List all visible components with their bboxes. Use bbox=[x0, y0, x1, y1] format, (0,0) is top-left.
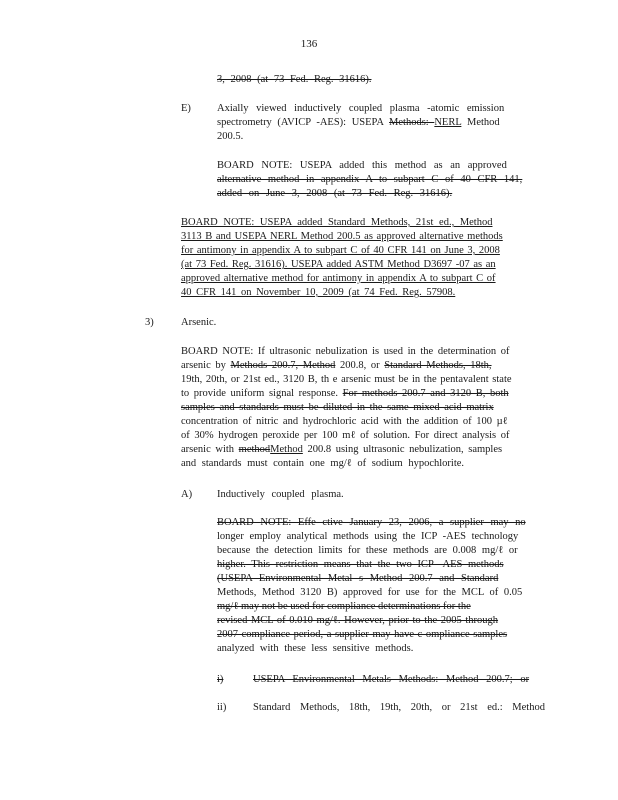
item-a-note-line-4: higher. This restriction means that the two ICP -AES methods bbox=[217, 559, 504, 570]
board-note-2-line-1: BOARD NOTE: USEPA added Standard Methods, 21st ed., Method bbox=[181, 217, 493, 228]
arsenic-note-line-8 bbox=[181, 443, 502, 456]
item-a-note-line-10: analyzed with these less sensitive methods. bbox=[217, 643, 414, 654]
page-number: 136 bbox=[300, 38, 318, 50]
item-e-deleted-text: Methods: bbox=[389, 117, 435, 128]
sub-ii-text: Standard Methods, 18th, 19th, 20th, or 21st ed.: Method bbox=[253, 702, 545, 713]
arsenic-text-8: arsenic with bbox=[181, 444, 239, 455]
arsenic-text-4: to provide uniform signal response. bbox=[181, 388, 343, 399]
arsenic-deleted-for-methods: For methods 200.7 and 3120 B, both bbox=[342, 388, 509, 399]
item-a-title: Inductively coupled plasma. bbox=[217, 489, 344, 500]
board-note-2-line-2: 3113 B and USEPA NERL Method 200.5 as approved alternative methods bbox=[181, 231, 503, 242]
item-e-inserted-text: NERL bbox=[434, 117, 462, 128]
item-a-label: A) bbox=[181, 489, 193, 500]
item-e-note-line-1: BOARD NOTE: USEPA added this method as an approved bbox=[217, 160, 507, 171]
item-e-note-line-3: added on June 3, 2008 (at 73 Fed. Reg. 31616). bbox=[217, 188, 453, 199]
item-a-note-line-1: BOARD NOTE: Effe ctive January 23, 2006, a supplier may no bbox=[217, 517, 526, 528]
item-e-text: spectrometry (AVICP -AES): USEPA bbox=[217, 117, 390, 128]
item-a-note-line-3: because the detection limits for these methods are 0.008 mg/ℓ or bbox=[217, 545, 518, 556]
arsenic-deleted-method: method bbox=[238, 444, 271, 455]
arsenic-note-line-4 bbox=[181, 387, 509, 400]
arsenic-note-line-9: and standards must contain one mg/ℓ of sodium hypochlorite. bbox=[181, 458, 465, 469]
sub-ii-label: ii) bbox=[217, 702, 227, 713]
sub-i-text: USEPA Environmental Metals Methods: Method 200.7; or bbox=[253, 674, 530, 685]
sub-i-label: i) bbox=[217, 674, 224, 685]
arsenic-note-line-3: 19th, 20th, or 21st ed., 3120 B, th e arsenic must be in the pentavalent state bbox=[181, 374, 512, 385]
arsenic-note-line-6: concentration of nitric and hydrochloric acid with the addition of 100 µℓ bbox=[181, 416, 508, 427]
arsenic-deleted-standard: Standard Methods, 18th, bbox=[384, 360, 492, 371]
item-e-label: E) bbox=[181, 103, 191, 114]
item-a-note-line-6: Methods, Method 3120 B) approved for use for the MCL of 0.05 bbox=[217, 587, 523, 598]
arsenic-deleted-methods: Methods 200.7, Method bbox=[230, 360, 336, 371]
item-e-line-2 bbox=[217, 116, 500, 129]
arsenic-note-line-2 bbox=[181, 359, 492, 372]
board-note-2-line-5: approved alternative method for antimony in appendix A to subpart C of bbox=[181, 273, 496, 284]
arsenic-text: arsenic by bbox=[181, 360, 231, 371]
arsenic-note-line-7: of 30% hydrogen peroxide per 100 mℓ of solution. For direct analysis of bbox=[181, 430, 510, 441]
arsenic-text-mid: 200.8, or bbox=[335, 360, 385, 371]
item-a-note-line-9: 2007 compliance period, a supplier may have c ompliance samples bbox=[217, 629, 508, 640]
item-a-note-line-7: mg/ℓ may not be used for compliance determinations for the bbox=[217, 601, 471, 612]
item-e-line-1: Axially viewed inductively coupled plasma -atomic emission bbox=[217, 103, 505, 114]
item-3-title: Arsenic. bbox=[181, 317, 217, 328]
arsenic-note-line-1: BOARD NOTE: If ultrasonic nebulization is used in the determination of bbox=[181, 346, 510, 357]
board-note-2-line-3: for antimony in appendix A to subpart C of 40 CFR 141 on June 3, 2008 bbox=[181, 245, 500, 256]
top-line: 3, 2008 (at 73 Fed. Reg. 31616). bbox=[217, 74, 372, 85]
arsenic-text-8-end: 200.8 using ultrasonic nebulization, samples bbox=[302, 444, 503, 455]
item-a-note-line-2: longer employ analytical methods using the ICP -AES technology bbox=[217, 531, 519, 542]
item-e-line-3: 200.5. bbox=[217, 131, 244, 142]
item-a-note-line-5: (USEPA Environmental Metal s Method 200.7 and Standard bbox=[217, 573, 499, 584]
item-e-text-end: Method bbox=[461, 117, 500, 128]
arsenic-inserted-method: Method bbox=[270, 444, 303, 455]
arsenic-note-line-5: samples and standards must be diluted in the same mixed acid matrix bbox=[181, 402, 494, 413]
board-note-2-line-4: (at 73 Fed. Reg. 31616). USEPA added ASTM Method D3697 -07 as an bbox=[181, 259, 496, 270]
item-a-note-line-8: revised MCL of 0.010 mg/ℓ. However, prior to the 2005 through bbox=[217, 615, 499, 626]
item-e-note-line-2: alternative method in appendix A to subpart C of 40 CFR 141, bbox=[217, 174, 523, 185]
board-note-2-line-6: 40 CFR 141 on November 10, 2009 (at 74 Fed. Reg. 57908. bbox=[181, 287, 456, 298]
item-3-label: 3) bbox=[145, 317, 154, 328]
